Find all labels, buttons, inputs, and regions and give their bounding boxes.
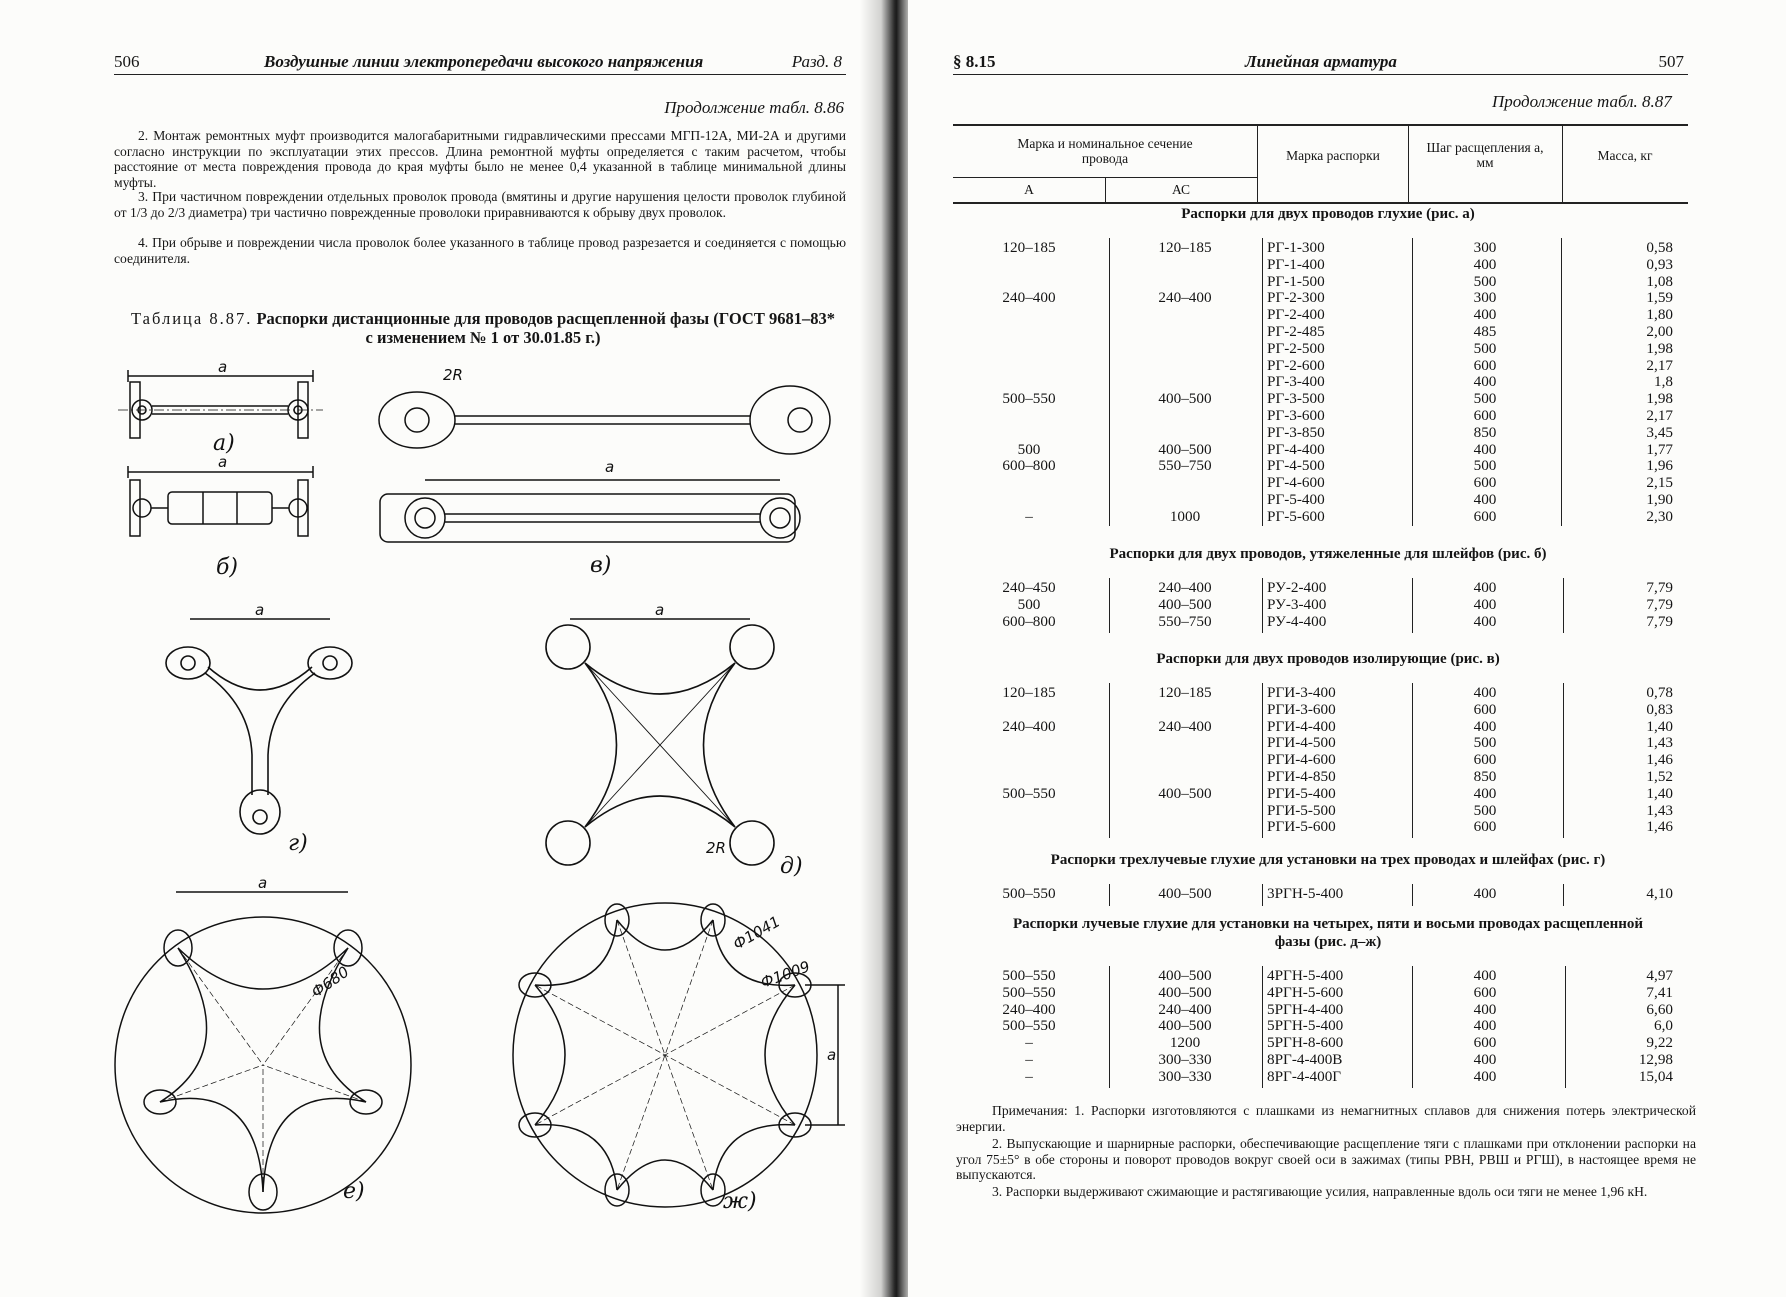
- figure-e-spacer: [108, 874, 428, 1220]
- s1-col-a: 120–185 240–400 500–550 500 600–800 –: [1002, 239, 1056, 525]
- section-4-title: Распорки трехлучевые глухие для установки на трех проводах и шлейфах (рис. г): [1050, 852, 1606, 868]
- s3-col-a: 120–185 240–400 500–550: [1002, 684, 1056, 802]
- figure-v-spacer: [375, 362, 845, 582]
- section-3-title: Распорки для двух проводов изолирующие (рис. в): [1156, 651, 1500, 667]
- table-caption-line2: с изменением № 1 от 30.01.85 г.): [365, 328, 601, 347]
- table-header-vline-4: [1562, 124, 1563, 202]
- paragraph-2: 2. Монтаж ремонтных муфт производится малогабаритными гидравлическими прессами МГП-12А, МИ-2А и другими согласно инструкции по эксплуатации этих прессов. Длина ремонтной муфты определяется с таким расчетом, чтобы расстояние от места повреждения провода до края муфты было не менее 0,4 указанной в таблице минимальной длины муфты.: [114, 128, 846, 190]
- s5-col-a: 500–550 500–550 240–400 500–550 – – –: [1002, 967, 1056, 1085]
- figure-e-diameter: Ф680: [307, 962, 353, 1002]
- s4-col-step: 400: [1473, 885, 1497, 902]
- table-header-vline-3: [1408, 124, 1409, 202]
- header-group: Марка и номинальное сечение провода: [1017, 136, 1193, 166]
- s5-col-ac: 400–500 400–500 240–400 400–500 1200 300–330 300–330: [1158, 967, 1212, 1085]
- header-col-mark: Марка распорки: [1286, 148, 1380, 163]
- s2-vline-1: [1109, 578, 1110, 633]
- s2-vline-2: [1262, 578, 1263, 633]
- table-caption: [114, 309, 852, 347]
- s4-vline-4: [1563, 884, 1564, 906]
- s5-vline-3: [1412, 966, 1413, 1088]
- s4-vline-3: [1412, 884, 1413, 906]
- s3-col-mark: РГИ-3-400 РГИ-3-600 РГИ-4-400 РГИ-4-500 РГИ-4-600 РГИ-4-850 РГИ-5-400 РГИ-5-500 РГИ-5-600: [1267, 684, 1336, 836]
- s1-vline-3: [1412, 238, 1413, 526]
- s3-col-mass: 0,78 0,83 1,40 1,43 1,46 1,52 1,40 1,43 1,46: [1646, 684, 1673, 836]
- figure-zh-diameter-2: Ф1009: [758, 957, 813, 992]
- header-col-ac: АС: [1171, 182, 1191, 197]
- figure-zh-spacer: [505, 890, 855, 1220]
- paragraph-4: 4. При обрыве и повреждении числа проволок более указанного в таблице провод разрезается и соединяется с помощью соединителя.: [114, 235, 846, 266]
- right-section-label: § 8.15: [953, 52, 996, 71]
- left-page: [0, 0, 880, 1297]
- s1-col-ac: 120–185 240–400 400–500 400–500 550–750 1000: [1158, 239, 1212, 525]
- s2-col-ac: 240–400 400–500 550–750: [1158, 579, 1212, 630]
- s4-col-mark: 3РГН-5-400: [1267, 885, 1344, 902]
- s4-vline-1: [1109, 884, 1110, 906]
- s5-vline-2: [1262, 966, 1263, 1088]
- s3-vline-1: [1109, 683, 1110, 838]
- table-caption-line1: Распорки дистанционные для проводов расщепленной фазы (ГОСТ 9681–83*: [256, 309, 835, 328]
- note-1: Примечания: 1. Распорки изготовляются с плашками из немагнитных сплавов для снижения потерь электрической энергии.: [956, 1103, 1696, 1134]
- note-2: 2. Выпускающие и шарнирные распорки, обеспечивающие расщепление тяги с плашками при отклонении распорки на угол 75±5° в обе стороны и поворот проводов вокруг своей оси в зажимах (типы РВН, РВШ и РГШ), в настоящее время не выпускаются.: [956, 1136, 1696, 1182]
- left-running-title: Воздушные линии электропередачи высокого напряжения: [264, 52, 704, 71]
- figure-zh-diameter-1: Ф1041: [730, 912, 784, 954]
- s2-col-a: 240–450 500 600–800: [1002, 579, 1056, 630]
- figure-g-spacer: [160, 601, 360, 856]
- note-3: 3. Распорки выдерживают сжимающие и растягивающие усилия, направленные вдоль оси тяги не менее 1,96 кН.: [992, 1184, 1648, 1199]
- s3-col-step: 400 600 400 500 600 850 400 500 600: [1473, 684, 1497, 836]
- figure-v-2r: 2R: [443, 366, 463, 384]
- table-caption-label: Таблица 8.87.: [131, 309, 253, 328]
- s5-vline-1: [1109, 966, 1110, 1088]
- s2-col-step: 400 400 400: [1473, 579, 1497, 630]
- section-1-title: Распорки для двух проводов глухие (рис. а): [1181, 206, 1475, 222]
- figure-g-dim: a: [255, 601, 265, 619]
- figure-v-dim: a: [605, 458, 615, 476]
- figure-d-label: д): [780, 854, 803, 879]
- figure-zh-label: ж): [723, 1189, 757, 1214]
- figure-d-dim: a: [655, 601, 665, 619]
- right-continuation: Продолжение табл. 8.87: [1492, 92, 1672, 111]
- s1-vline-1: [1109, 238, 1110, 526]
- table-header-rule: [953, 202, 1688, 204]
- s3-vline-2: [1262, 683, 1263, 838]
- figure-b-label: б): [216, 555, 239, 580]
- s3-vline-4: [1563, 683, 1564, 838]
- table-header-vline-2: [1257, 124, 1258, 202]
- figure-e-label: е): [343, 1179, 365, 1204]
- section-5-title-line1: Распорки лучевые глухие для установки на четырех, пяти и восьми проводах расщепленной: [1012, 916, 1643, 932]
- figure-b-spacer: [118, 453, 328, 582]
- figure-d-spacer: [540, 601, 810, 879]
- header-col-mass: Масса, кг: [1597, 148, 1653, 163]
- section-5-title-line2: фазы (рис. д–ж): [1274, 934, 1382, 950]
- s5-vline-4: [1565, 966, 1566, 1088]
- s1-col-step: 300 400 500 300 400 485 500 600 400 500 600 850 400 500 600 400 600: [1473, 239, 1497, 525]
- left-page-number: 506: [114, 52, 140, 71]
- figure-b-dim: a: [218, 453, 228, 471]
- figure-zh-dim: a: [827, 1046, 837, 1064]
- figure-a-dim: a: [218, 358, 228, 376]
- s2-vline-3: [1412, 578, 1413, 633]
- s1-vline-2: [1262, 238, 1263, 526]
- paragraph-3: 3. При частичном повреждении отдельных проволок провода (вмятины и другие нарушения целости проволок глубиной от 1/3 до 2/3 диаметра) три частично поврежденные проволоки приравниваются к обрыву двух проволок.: [114, 189, 846, 220]
- figure-a-label: а): [213, 431, 235, 456]
- s2-vline-4: [1563, 578, 1564, 633]
- s1-col-mass: 0,58 0,93 1,08 1,59 1,80 2,00 1,98 2,17 1,8 1,98 2,17 3,45 1,77 1,96 2,15 1,90 2,30: [1646, 239, 1673, 525]
- s5-col-step: 400 600 400 400 600 400 400: [1473, 967, 1497, 1085]
- section-2-title: Распорки для двух проводов, утяжеленные для шлейфов (рис. б): [1109, 546, 1547, 562]
- figure-e-dim: a: [258, 874, 268, 892]
- s4-col-ac: 400–500: [1158, 885, 1212, 902]
- s4-col-mass: 4,10: [1646, 885, 1673, 902]
- figure-a-spacer: [118, 358, 328, 456]
- s3-col-ac: 120–185 240–400 400–500: [1158, 684, 1212, 802]
- header-col-a: А: [1024, 182, 1034, 197]
- right-page-number: 507: [1658, 52, 1684, 71]
- s1-vline-4: [1561, 238, 1562, 526]
- s2-col-mass: 7,79 7,79 7,79: [1646, 579, 1673, 630]
- right-running-title: Линейная арматура: [1245, 52, 1397, 71]
- s3-vline-3: [1412, 683, 1413, 838]
- s5-col-mass: 4,97 7,41 6,60 6,0 9,22 12,98 15,04: [1638, 967, 1673, 1085]
- left-running-header: [114, 52, 846, 75]
- header-col-step: Шаг расщепления а, мм: [1426, 140, 1544, 170]
- table-top-rule: [953, 124, 1688, 126]
- left-section-label: Разд. 8: [791, 52, 842, 71]
- s5-col-mark: 4РГН-5-400 4РГН-5-600 5РГН-4-400 5РГН-5-400 5РГН-8-600 8РГ-4-400В 8РГ-4-400Г: [1267, 967, 1344, 1085]
- figure-g-label: г): [288, 831, 308, 856]
- left-continuation: Продолжение табл. 8.86: [664, 98, 844, 117]
- s1-col-mark: РГ-1-300 РГ-1-400 РГ-1-500 РГ-2-300 РГ-2-400 РГ-2-485 РГ-2-500 РГ-2-600 РГ-3-400 РГ-3-500 РГ-3-600 РГ-3-850 РГ-4-400 РГ-4-500 РГ-4-600 РГ-5-400 РГ-5-600: [1267, 239, 1325, 525]
- s2-col-mark: РУ-2-400 РУ-3-400 РУ-4-400: [1267, 579, 1327, 630]
- s4-vline-2: [1262, 884, 1263, 906]
- figure-d-2r: 2R: [706, 839, 726, 857]
- figure-v-label: в): [590, 553, 612, 578]
- right-running-header: [953, 52, 1688, 75]
- s4-col-a: 500–550: [1002, 885, 1056, 902]
